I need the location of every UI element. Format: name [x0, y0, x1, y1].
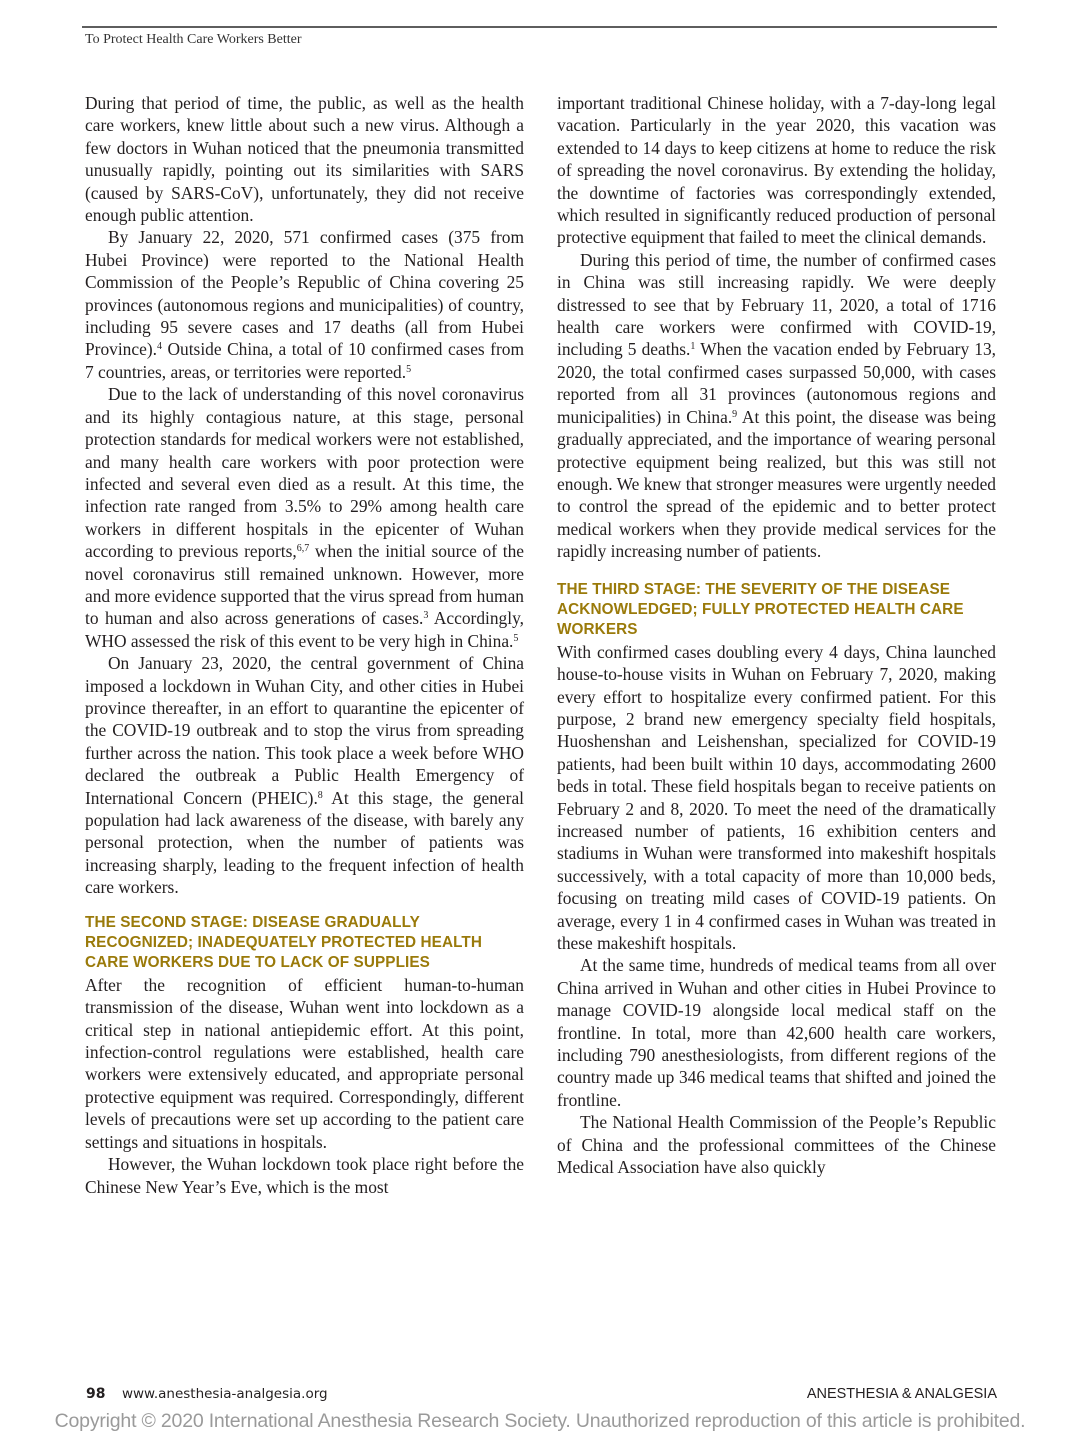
citation-ref[interactable]: 4	[156, 341, 162, 353]
paragraph: During that period of time, the public, as well as the health care workers, knew little about such a new virus. Although a few doctors in Wuhan noticed that the pneumonia transmitted unusually rapidly, pointing out its similarities with SARS (caused by SARS-CoV), unfortunately, they did not receive enough public attention.	[85, 93, 524, 226]
journal-name: ANESTHESIA & ANALGESIA	[806, 1386, 997, 1402]
paragraph-text: Accordingly, WHO assessed the risk of this event to be very high in China.	[85, 608, 524, 651]
paragraph-text: During this period of time, the number of confirmed cases in China was still increasing rapidly. We were deeply distressed to see that by February 11, 2020, a total of 1716 health care workers were confirmed with COVID-19, including 5 deaths.	[557, 249, 996, 360]
running-head-title: To Protect Health Care Workers Better	[85, 32, 302, 47]
paragraph	[85, 226, 524, 383]
spacer	[557, 563, 996, 580]
citation-ref[interactable]: 1	[690, 341, 696, 353]
journal-url-link[interactable]: www.anesthesia-analgesia.org	[121, 1386, 328, 1402]
page-number: 98	[86, 1386, 106, 1402]
copyright-notice: Copyright © 2020 International Anesthesia Research Society. Unauthorized reproduction of this article is prohibited.	[54, 1410, 1026, 1432]
citation-ref[interactable]: 5	[406, 363, 412, 375]
paragraph-text: On January 23, 2020, the central government of China imposed a lockdown in Wuhan City, and other cities in Hubei province thereafter, in an effort to quarantine the epicenter of the COVID-19 outbreak and to stop the virus from spreading further across the nation. This took place a week before WHO declared the outbreak a Public Health Emergency of International Concern (PHEIC).	[85, 653, 524, 808]
section-heading-third-stage: THE THIRD STAGE: THE SEVERITY OF THE DISEASE ACKNOWLEDGED; FULLY PROTECTED HEALTH CARE WORKERS	[557, 580, 964, 639]
paragraph-text: When the vacation ended by February 13, 2020, the total confirmed cases surpassed 50,000, with cases reported from all 31 provinces (autonomous regions and municipalities) in China.	[557, 339, 997, 427]
citation-ref[interactable]: 3	[423, 610, 429, 622]
paragraph-text: Outside China, a total of 10 confirmed cases from 7 countries, areas, or territories were reported.	[85, 339, 524, 382]
running-head-rule	[82, 26, 997, 28]
paragraph: At the same time, hundreds of medical teams from all over China arrived in Wuhan and other cities in Hubei Province to manage COVID-19 alongside local medical staff on the frontline. In total, more than 42,600 health care workers, including 790 anesthesiologists, from different regions of the country made up 346 medical teams that shifted and joined the frontline.	[557, 955, 996, 1110]
paragraph	[85, 383, 524, 652]
left-column	[85, 92, 524, 1198]
citation-ref[interactable]: 8	[317, 789, 323, 801]
paragraph: However, the Wuhan lockdown took place right before the Chinese New Year’s Eve, which is the most	[85, 1154, 524, 1197]
paragraph-text: At this stage, the general population had lack awareness of the disease, with barely any personal protection, when the number of patients was increasing sharply, leading to the frequent infection of health care workers.	[85, 787, 524, 898]
paragraph-text: At this point, the disease was being gradually appreciated, and the importance of wearing personal protective equipment being realized, but this was still not enough. We knew that stronger measures were urgently needed to control the spread of the epidemic and to better protect medical workers when they provide medical services for the rapidly increasing number of patients.	[557, 406, 996, 562]
citation-ref[interactable]: 9	[732, 408, 738, 420]
paragraph: The National Health Commission of the People’s Republic of China and the professional committees of the Chinese Medical Association have also quickly	[557, 1112, 996, 1178]
spacer	[85, 899, 524, 913]
paragraph	[557, 249, 996, 563]
paragraph: important traditional Chinese holiday, with a 7-day-long legal vacation. Particularly in the year 2020, this vacation was extended to 14 days to keep citizens at home to reduce the risk of spreading the novel coronavirus. By extending the holiday, the downtime of factories was correspondingly extended, which resulted in significantly reduced production of personal protective equipment that failed to meet the clinical demands.	[557, 93, 996, 248]
paragraph: After the recognition of efficient human-to-human transmission of the disease, Wuhan went into lockdown as a critical step in national antiepidemic effort. At this point, infection-control regulations were established, health care workers were extensively educated, and appropriate personal protective equipment was required. Correspondingly, different levels of precautions were set up according to the patient care settings and situations in hospitals.	[85, 974, 524, 1152]
citation-ref[interactable]: 5	[513, 632, 519, 644]
paragraph-text: Due to the lack of understanding of this novel coronavirus and its highly contagious nature, at this stage, personal protection standards for medical workers were not established, and many health care workers with poor protection were infected and several even died as a result. At this time, the infection rate ranged from 3.5% to 29% among health care workers in different hospitals in the epicenter of Wuhan according to previous reports,	[85, 384, 524, 562]
footer-left	[86, 1386, 328, 1402]
paragraph: With confirmed cases doubling every 4 days, China launched house-to-house visits in Wuhan on February 7, 2020, making every effort to hospitalize every confirmed patient. For this purpose, 2 brand new emergency specialty field hospitals, Huoshenshan and Leishenshan, specialized for COVID-19 patients, had been built within 10 days, accommodating 2600 beds in total. These field hospitals began to receive patients on February 2 and 8, 2020. To meet the need of the dramatically increased number of patients, 16 exhibition centers and stadiums in Wuhan were transformed into makeshift hospitals successively, with a total capacity of more than 10,000 beds, focusing on treating mild cases of COVID-19 patients. On average, every 1 in 4 confirmed cases in Wuhan was treated in these makeshift hospitals.	[557, 641, 996, 954]
paragraph-text: By January 22, 2020, 571 confirmed cases (375 from Hubei Province) were reported to the National Health Commission of the People’s Republic of China covering 25 provinces (autonomous regions and municipalities) of country, including 95 severe cases and 17 deaths (all from Hubei Province).	[85, 227, 524, 360]
paragraph-text: when the initial source of the novel coronavirus still remained unknown. However, more and more evidence supported that the virus spread from human to human and also across generations of cases.	[85, 541, 524, 629]
citation-ref[interactable]: 6,7	[296, 543, 310, 555]
right-column	[557, 92, 996, 1179]
paragraph	[85, 652, 524, 898]
section-heading-second-stage: THE SECOND STAGE: DISEASE GRADUALLY RECOGNIZED; INADEQUATELY PROTECTED HEALTH CARE WORKERS DUE TO LACK OF SUPPLIES	[85, 913, 483, 972]
